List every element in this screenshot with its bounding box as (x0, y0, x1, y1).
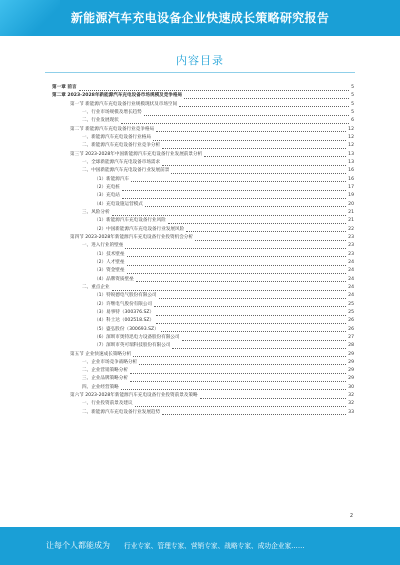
toc-entry-page: 16 (348, 168, 354, 174)
toc-entry[interactable] (52, 209, 354, 217)
toc-entry-page: 28 (348, 343, 354, 349)
toc-entry-page: 23 (348, 251, 354, 257)
toc-leader-dots (161, 327, 346, 332)
toc-entry-page: 21 (348, 218, 354, 224)
toc-leader-dots (156, 311, 346, 316)
toc-leader-dots (145, 202, 346, 207)
toc-entry-label: 第六节 2023-2028年新能源汽车充电设备行业投资前景及策略 (70, 393, 198, 399)
toc-entry-label: 一、行业市场规模及增长趋势 (82, 109, 142, 115)
toc-leader-dots (127, 269, 347, 274)
toc-divider (45, 72, 355, 73)
toc-entry[interactable] (52, 367, 354, 375)
toc-entry[interactable] (52, 259, 354, 267)
toc-entry[interactable] (52, 117, 354, 125)
toc-entry-page: 24 (348, 259, 354, 265)
toc-entry-page: 16 (348, 176, 354, 182)
page-header (0, 0, 400, 36)
toc-entry-page: 29 (348, 368, 354, 374)
toc-leader-dots (156, 127, 346, 132)
toc-entry-page: 12 (348, 126, 354, 132)
toc-entry-page: 23 (348, 234, 354, 240)
toc-leader-dots (122, 186, 346, 191)
toc-entry[interactable] (52, 142, 354, 150)
toc-entry-page: 23 (348, 243, 354, 249)
toc-entry-page: 29 (348, 351, 354, 357)
toc-entry-page: 13 (348, 151, 354, 157)
toc-entry-label: （1）特锐德电气股份有限公司 (94, 293, 157, 299)
toc-leader-dots (162, 410, 346, 415)
toc-entry-page: 5 (351, 85, 354, 90)
toc-leader-dots (135, 402, 347, 407)
toc-entry-page: 19 (348, 193, 354, 199)
toc-leader-dots (172, 344, 346, 349)
toc-leader-dots (162, 161, 346, 166)
toc-entry-label: 二、行业发展现状 (82, 118, 119, 124)
toc-entry-label: （1）技术壁垒 (94, 251, 125, 257)
toc-entry-page: 25 (348, 301, 354, 307)
toc-entry-page: 12 (348, 143, 354, 149)
toc-entry-label: （2）充电桩 (94, 184, 120, 190)
toc-entry[interactable] (52, 92, 354, 100)
toc-entry[interactable] (52, 217, 354, 225)
toc-leader-dots (127, 252, 347, 257)
toc-entry[interactable] (52, 375, 354, 383)
toc-entry-label: （2）人才壁垒 (94, 259, 125, 265)
toc-leader-dots (153, 136, 346, 141)
toc-leader-dots (127, 261, 347, 266)
toc-entry[interactable] (52, 159, 354, 167)
toc-entry[interactable] (52, 192, 354, 200)
toc-entry[interactable] (52, 334, 354, 342)
toc-leader-dots (159, 294, 346, 299)
toc-entry[interactable] (52, 267, 354, 275)
toc-entry-label: （4）品牌资质壁垒 (94, 276, 134, 282)
toc-entry-page: 32 (348, 401, 354, 407)
toc-entry-page: 6 (351, 118, 354, 124)
toc-leader-dots (156, 319, 346, 324)
toc-leader-dots (154, 302, 346, 307)
toc-entry-label: 第四节 2023-2028年新能源汽车充电设备行业投资机会分析 (70, 234, 193, 240)
toc-entry[interactable] (52, 167, 354, 175)
toc-entry-page: 30 (348, 384, 354, 390)
toc-entry-label: 第二章 2023-2028年新能源汽车充电设备市场规模及竞争格局 (52, 93, 183, 99)
toc-leader-dots (179, 102, 349, 107)
toc-entry-page: 5 (351, 101, 354, 107)
toc-entry[interactable] (52, 234, 354, 242)
toc-entry[interactable] (52, 226, 354, 234)
toc-entry[interactable] (52, 409, 354, 417)
toc-entry-label: （3）资金壁垒 (94, 268, 125, 274)
toc-entry[interactable] (52, 326, 354, 334)
toc-entry-label: （4）科士达（002518.SZ） (94, 318, 155, 324)
toc-entry[interactable] (52, 251, 354, 259)
toc-entry[interactable] (52, 392, 354, 400)
toc-entry[interactable] (52, 84, 354, 92)
toc-entry[interactable] (52, 317, 354, 325)
toc-entry[interactable] (52, 151, 354, 159)
toc-entry-page: 33 (348, 409, 354, 415)
toc-entry[interactable] (52, 292, 354, 300)
toc-entry[interactable] (52, 201, 354, 209)
toc-leader-dots (122, 194, 346, 199)
toc-entry-page: 22 (348, 226, 354, 232)
toc-leader-dots (112, 211, 347, 216)
toc-leader-dots (144, 111, 349, 116)
toc-entry-page: 25 (348, 309, 354, 315)
toc-leader-dots (168, 219, 346, 224)
toc-entry[interactable] (52, 400, 354, 408)
toc-entry[interactable] (52, 242, 354, 250)
toc-entry-label: 第一章 前言 (52, 85, 77, 90)
toc-entry-page: 26 (348, 326, 354, 332)
toc-entry-label: 一、进入行业的壁垒 (82, 243, 124, 249)
toc-entry-label: （6）深圳市奥特迅电力设备股份有限公司 (94, 334, 180, 340)
toc-entry-page: 24 (348, 284, 354, 290)
toc-entry-page: 21 (348, 209, 354, 215)
toc-entry-label: 第一节 新能源汽车充电设备行业规模现状及市场空间 (70, 101, 178, 107)
toc-entry[interactable] (52, 284, 354, 292)
toc-entry[interactable] (52, 184, 354, 192)
toc-entry-label: （1）新能源汽车充电设备行业风险 (94, 218, 166, 224)
toc-entry-page: 20 (348, 201, 354, 207)
toc-entry-label: 四、企业经营策略 (82, 384, 119, 390)
toc-entry-label: （7）深圳市英可瑞科技股份有限公司 (94, 343, 171, 349)
table-of-contents (52, 84, 354, 417)
toc-leader-dots (112, 286, 347, 291)
toc-entry-label: 二、重点企业 (82, 284, 110, 290)
report-title: 新能源汽车充电设备企业快速成长策略研究报告 (70, 11, 330, 25)
toc-entry[interactable] (52, 126, 354, 134)
toc-leader-dots (125, 244, 346, 249)
toc-entry-page: 26 (348, 318, 354, 324)
toc-entry-page: 17 (348, 184, 354, 190)
toc-entry[interactable] (52, 384, 354, 392)
toc-entry-label: 二、新能源汽车充电设备行业竞争分析 (82, 143, 161, 149)
toc-entry-label: 三、风险分析 (82, 209, 110, 215)
toc-entry-label: （2）中国新能源汽车充电设备行业发展风险 (94, 226, 185, 232)
toc-leader-dots (121, 385, 346, 390)
toc-leader-dots (136, 277, 346, 282)
toc-leader-dots (131, 177, 346, 182)
toc-leader-dots (200, 394, 347, 399)
toc-entry-label: 二、中国新能源汽车充电设备行业发展前景 (82, 168, 170, 174)
toc-entry[interactable] (52, 276, 354, 284)
toc-entry-label: 二、新能源汽车充电设备行业发展趋势 (82, 409, 161, 415)
toc-leader-dots (133, 352, 346, 357)
toc-entry[interactable] (52, 109, 354, 117)
toc-leader-dots (195, 236, 346, 241)
toc-entry-label: 三、企业品牌策略分析 (82, 376, 128, 382)
toc-entry-label: （2）许继电气股份有限公司 (94, 301, 153, 307)
toc-entry[interactable] (52, 309, 354, 317)
toc-entry-page: 24 (348, 268, 354, 274)
toc-entry[interactable] (52, 176, 354, 184)
toc-entry-label: （3）易事特（300376.SZ） (94, 309, 155, 315)
toc-leader-dots (121, 119, 349, 124)
footer-slogan: 让每个人都能成为 (46, 541, 110, 550)
toc-entry-page: 24 (348, 276, 354, 282)
toc-leader-dots (79, 86, 349, 91)
toc-entry[interactable] (52, 342, 354, 350)
toc-entry-label: 一、企业市场竞争战略分析 (82, 359, 138, 365)
toc-entry-label: （5）盛弘股份（300693.SZ） (94, 326, 159, 332)
toc-entry-page: 29 (348, 376, 354, 382)
toc-entry[interactable] (52, 301, 354, 309)
toc-entry-page: 5 (351, 93, 354, 99)
toc-leader-dots (186, 227, 346, 232)
toc-entry-label: 一、行业投资前景及建议 (82, 401, 133, 407)
toc-entry-label: （4）充电设施运营模式 (94, 201, 143, 207)
toc-leader-dots (139, 360, 346, 365)
toc-leader-dots (184, 94, 349, 99)
toc-entry-page: 5 (351, 109, 354, 115)
toc-entry[interactable] (52, 351, 354, 359)
toc-heading: 内容目录 (176, 54, 224, 67)
toc-entry-page: 12 (348, 134, 354, 140)
toc-entry-page: 24 (348, 293, 354, 299)
toc-entry-label: 二、企业营销策略分析 (82, 368, 128, 374)
toc-leader-dots (204, 152, 346, 157)
toc-entry-label: 第三节 2023-2028年中国新能源汽车充电设备行业发展前景分析 (70, 151, 203, 157)
toc-entry-page: 27 (348, 334, 354, 340)
toc-leader-dots (171, 169, 346, 174)
toc-entry-label: 第二节 新能源汽车充电设备行业竞争格局 (70, 126, 155, 132)
toc-entry-label: 一、新能源汽车充电设备行业格局 (82, 134, 151, 140)
toc-entry-page: 13 (348, 159, 354, 165)
toc-leader-dots (130, 369, 346, 374)
toc-entry-page: 29 (348, 359, 354, 365)
toc-entry[interactable] (52, 134, 354, 142)
toc-entry-label: （3）充电站 (94, 193, 120, 199)
toc-entry-label: 一、全球新能源汽车充电设备市场需求 (82, 159, 161, 165)
page-number: 2 (349, 513, 353, 519)
toc-entry[interactable] (52, 101, 354, 109)
page-footer (0, 527, 400, 565)
toc-leader-dots (130, 377, 346, 382)
toc-leader-dots (182, 336, 347, 341)
toc-entry-label: （1）新能源汽车 (94, 176, 130, 182)
toc-entry-label: 第五节 企业快速成长策略分析 (70, 351, 132, 357)
toc-leader-dots (162, 144, 346, 149)
toc-entry-page: 32 (348, 393, 354, 399)
footer-tagline: 行业专家、管理专家、营销专家、战略专家、成功企业家…… (124, 542, 305, 550)
toc-entry[interactable] (52, 359, 354, 367)
